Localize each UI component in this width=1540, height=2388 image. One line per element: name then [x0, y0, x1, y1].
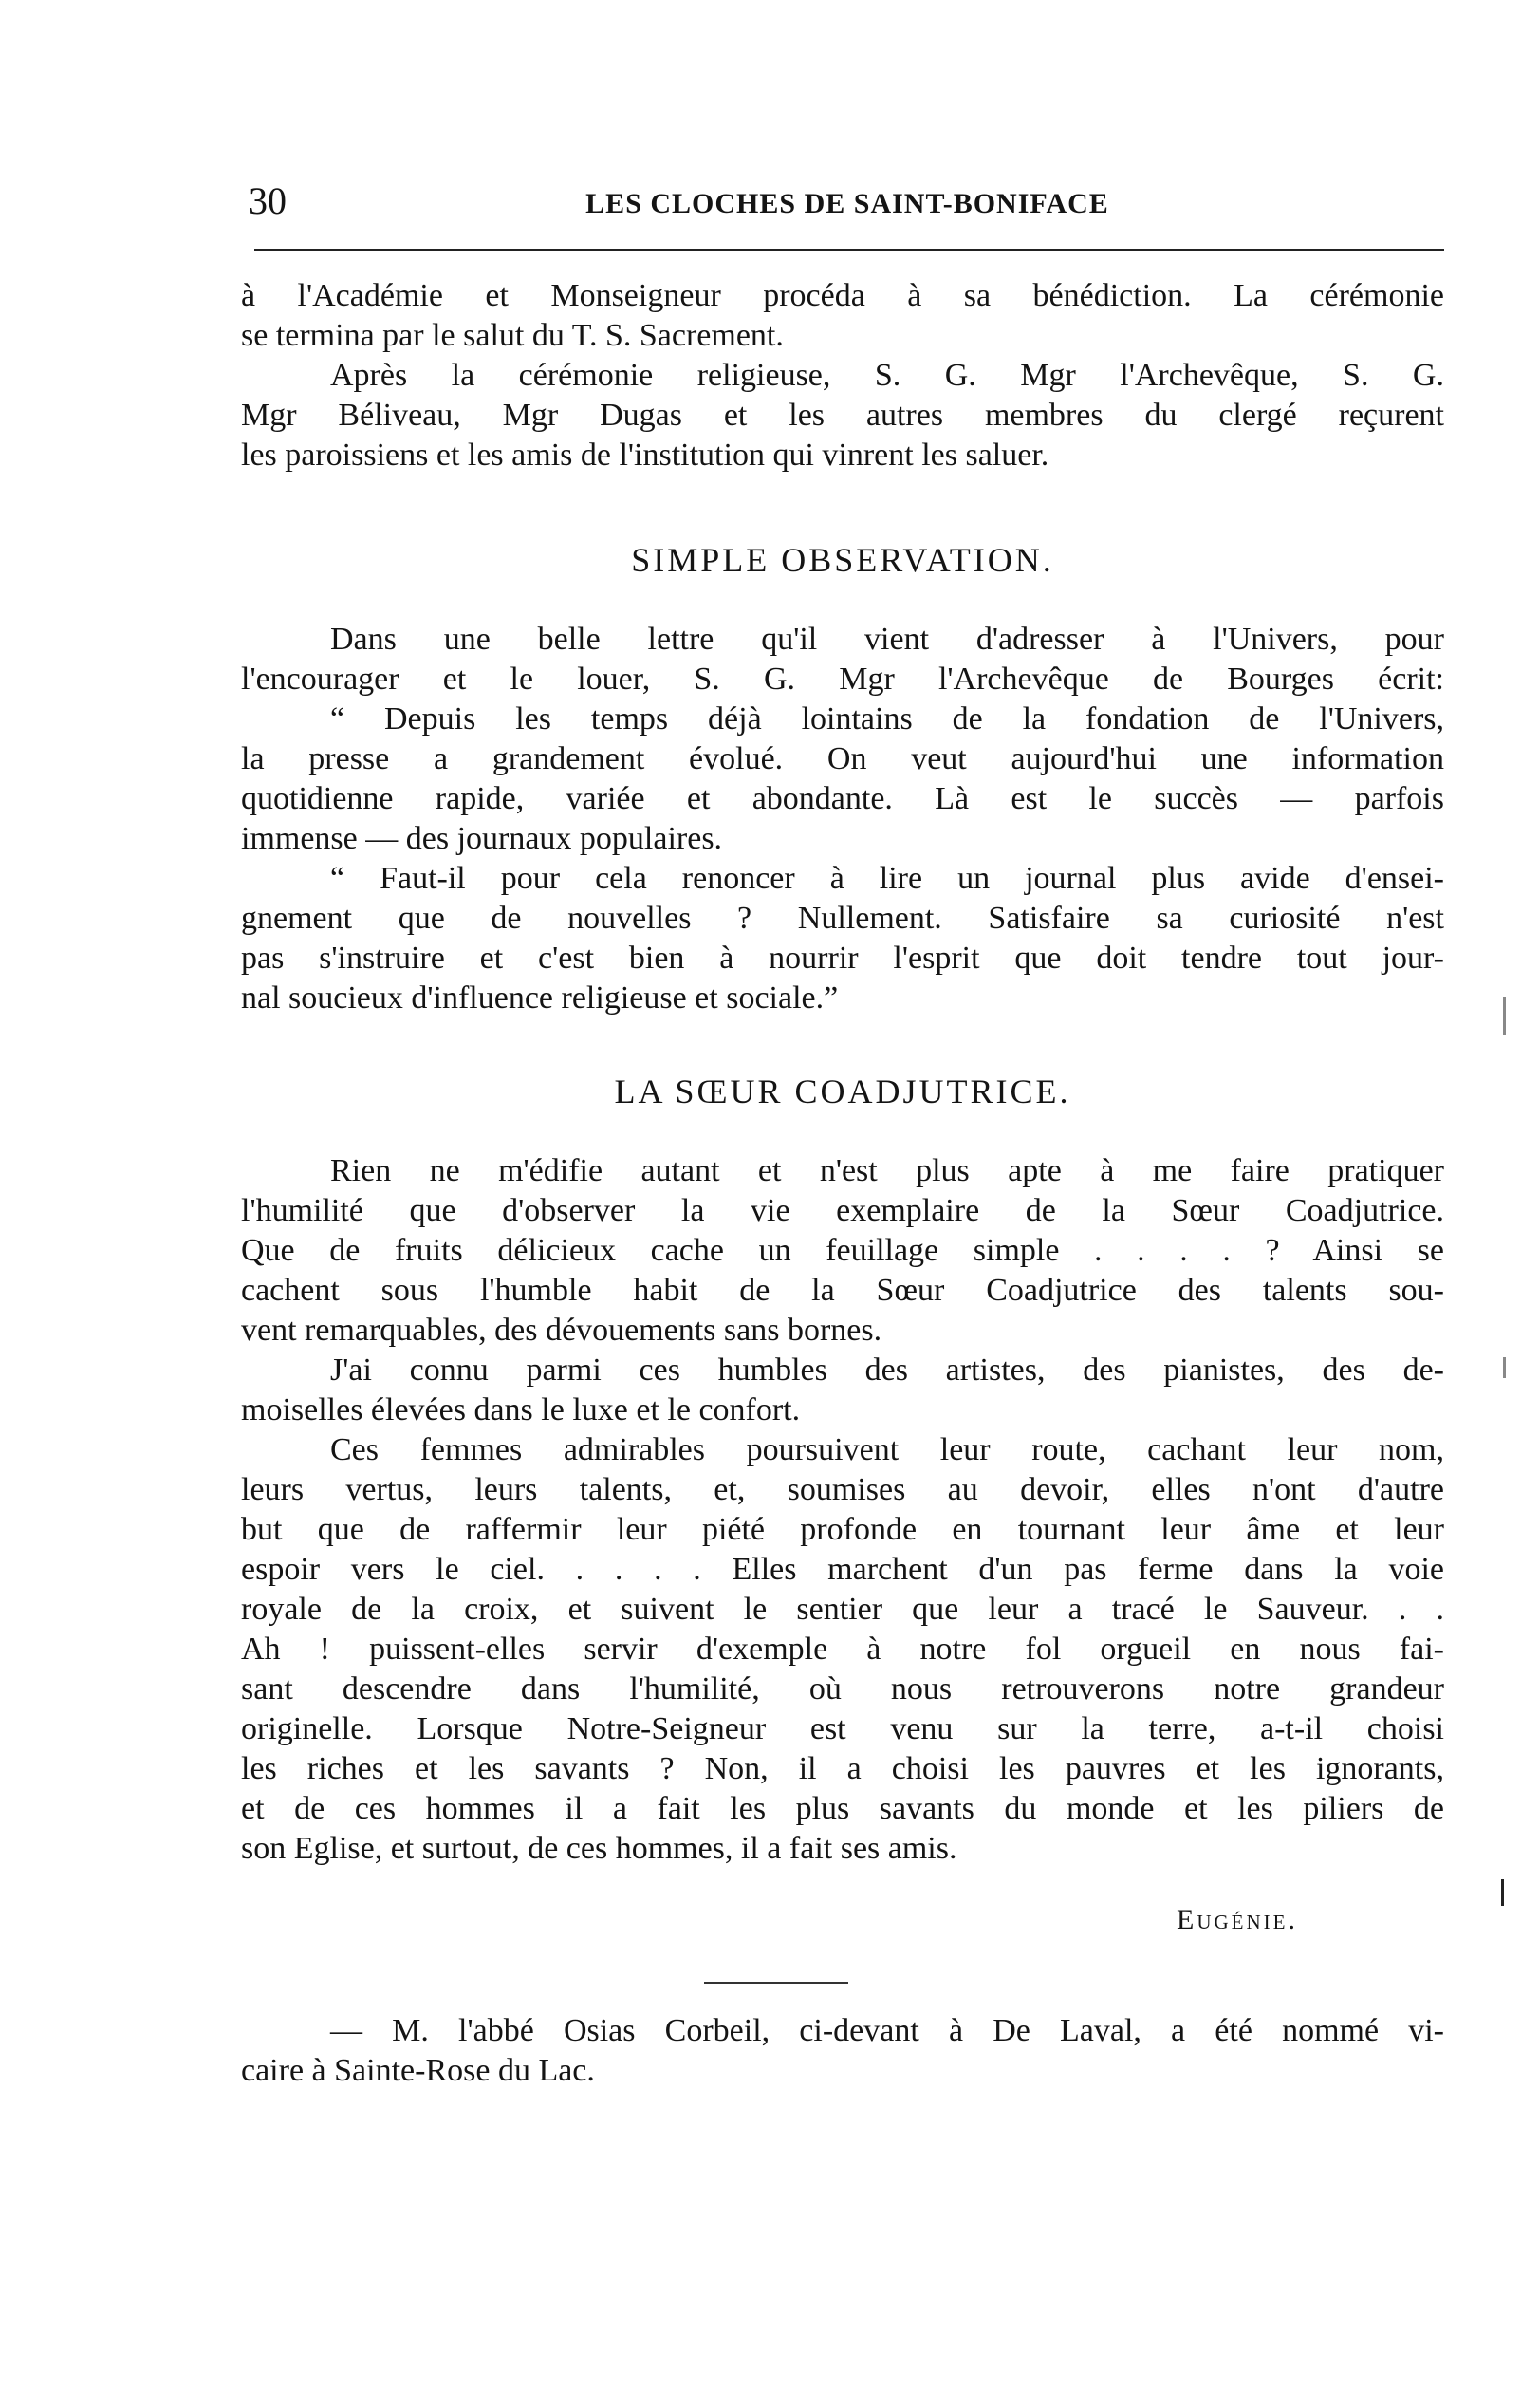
text-line: royale de la croix, et suivent le sentier que leur a tracé le Sauveur. . .: [241, 1592, 1444, 1627]
text-line: sant descendre dans l'humilité, où nous retrouverons notre grandeur: [241, 1671, 1444, 1707]
running-title: LES CLOCHES DE SAINT-BONIFACE: [585, 188, 1109, 219]
text-line: “ Faut-il pour cela renoncer à lire un journal plus avide d'ensei-: [330, 861, 1444, 896]
text-line: Ces femmes admirables poursuivent leur route, cachant leur nom,: [330, 1432, 1444, 1467]
text-line: Dans une belle lettre qu'il vient d'adresser à l'Univers, pour: [330, 622, 1444, 657]
text-line: moiselles élevées dans le luxe et le confort.: [241, 1392, 801, 1427]
text-line: les riches et les savants ? Non, il a choisi les pauvres et les ignorants,: [241, 1751, 1444, 1786]
text-line: se termina par le salut du T. S. Sacrement.: [241, 318, 784, 353]
text-line: immense — des journaux populaires.: [241, 821, 723, 856]
text-line: Que de fruits délicieux cache un feuillage simple . . . . ? Ainsi se: [241, 1233, 1444, 1268]
text-line: l'encourager et le louer, S. G. Mgr l'Archevêque de Bourges écrit:: [241, 662, 1444, 697]
text-line: quotidienne rapide, variée et abondante. Là est le succès — parfois: [241, 781, 1444, 816]
text-line: pas s'instruire et c'est bien à nourrir l'esprit que doit tendre tout jour-: [241, 941, 1444, 976]
text-line: — M. l'abbé Osias Corbeil, ci-devant à De Laval, a été nommé vi-: [330, 2013, 1444, 2048]
text-line: caire à Sainte-Rose du Lac.: [241, 2053, 595, 2088]
text-line: la presse a grandement évolué. On veut aujourd'hui une information: [241, 741, 1444, 776]
text-line: à l'Académie et Monseigneur procéda à sa bénédiction. La cérémonie: [241, 278, 1444, 313]
text-line: l'humilité que d'observer la vie exemplaire de la Sœur Coadjutrice.: [241, 1193, 1444, 1228]
header-rule: [254, 249, 1444, 251]
text-line: gnement que de nouvelles ? Nullement. Satisfaire sa curiosité n'est: [241, 901, 1444, 936]
text-line: nal soucieux d'influence religieuse et sociale.”: [241, 980, 839, 1016]
text-line: Ah ! puissent-elles servir d'exemple à notre fol orgueil en nous fai-: [241, 1632, 1444, 1667]
text-line: “ Depuis les temps déjà lointains de la fondation de l'Univers,: [330, 701, 1444, 737]
page-header: [249, 178, 1446, 235]
scan-speck: [1503, 1357, 1506, 1378]
text-line: originelle. Lorsque Notre-Seigneur est venu sur la terre, a-t-il choisi: [241, 1711, 1444, 1746]
author-signature: Eugénie.: [1177, 1904, 1298, 1935]
text-line: leurs vertus, leurs talents, et, soumises au devoir, elles n'ont d'autre: [241, 1472, 1444, 1507]
text-line: Après la cérémonie religieuse, S. G. Mgr l'Archevêque, S. G.: [330, 358, 1444, 393]
text-line: J'ai connu parmi ces humbles des artistes, des pianistes, des de-: [330, 1353, 1444, 1388]
scan-speck: [1501, 1879, 1504, 1906]
page-number: 30: [249, 179, 287, 222]
text-line: espoir vers le ciel. . . . . Elles marchent d'un pas ferme dans la voie: [241, 1552, 1444, 1587]
text-line: et de ces hommes il a fait les plus savants du monde et les piliers de: [241, 1791, 1444, 1826]
text-line: Rien ne m'édifie autant et n'est plus apte à me faire pratiquer: [330, 1153, 1444, 1188]
text-line: les paroissiens et les amis de l'institution qui vinrent les saluer.: [241, 438, 1049, 473]
section-heading-soeur-coadjutrice: LA SŒUR COADJUTRICE.: [614, 1073, 1071, 1110]
text-line: Mgr Béliveau, Mgr Dugas et les autres membres du clergé reçurent: [241, 398, 1444, 433]
section-divider: [704, 1982, 848, 1984]
text-line: son Eglise, et surtout, de ces hommes, il a fait ses amis.: [241, 1831, 957, 1866]
text-line: vent remarquables, des dévouements sans bornes.: [241, 1313, 882, 1348]
text-line: cachent sous l'humble habit de la Sœur Coadjutrice des talents sou-: [241, 1273, 1444, 1308]
scan-speck: [1503, 997, 1506, 1035]
text-line: but que de raffermir leur piété profonde en tournant leur âme et leur: [241, 1512, 1444, 1547]
section-heading-simple-observation: SIMPLE OBSERVATION.: [631, 541, 1054, 579]
